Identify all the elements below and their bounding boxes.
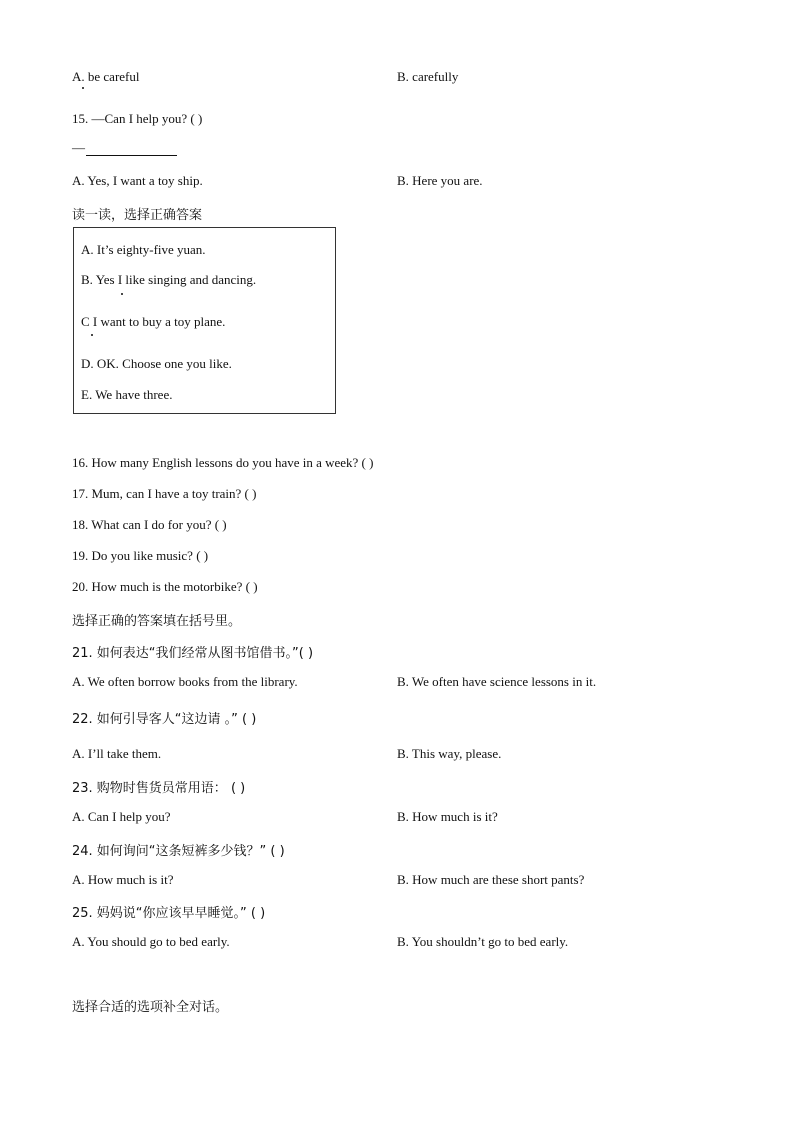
q17-question: 17. Mum, can I have a toy train? ( ): [72, 486, 257, 501]
q24-option-b: B. How much are these short pants?: [397, 872, 585, 887]
q14-option-b: B. carefully: [397, 69, 459, 84]
q22-option-a: A. I’ll take them.: [72, 746, 162, 761]
section-heading-choose: 选择正确的答案填在括号里。: [72, 614, 242, 629]
q25-option-b: B. You shouldn’t go to bed early.: [397, 934, 569, 949]
q23-question: 23. 购物时售货员常用语： ( ): [72, 781, 246, 796]
q14-option-a: A. be careful: [72, 69, 140, 84]
punctuation-dot: [121, 293, 123, 295]
box-option-b: B. Yes I like singing and dancing.: [81, 272, 257, 287]
q25-option-a: A. You should go to bed early.: [72, 934, 230, 949]
box-option-d: D. OK. Choose one you like.: [81, 356, 232, 371]
box-option-c: C I want to buy a toy plane.: [81, 314, 226, 329]
box-option-e: E. We have three.: [81, 387, 173, 402]
box-option-a: A. It’s eighty-five yuan.: [81, 242, 206, 257]
punctuation-dot: [82, 87, 84, 89]
answer-blank-line: [86, 155, 177, 156]
section-heading-dialog: 选择合适的选项补全对话。: [72, 1000, 229, 1015]
q20-question: 20. How much is the motorbike? ( ): [72, 579, 258, 594]
q19-question: 19. Do you like music? ( ): [72, 548, 209, 563]
q22-question: 22. 如何引导客人“这边请 。” ( ): [72, 712, 257, 727]
q21-option-b: B. We often have science lessons in it.: [397, 674, 597, 689]
q24-option-a: A. How much is it?: [72, 872, 174, 887]
section-heading-read: 读一读，选择正确答案: [72, 208, 203, 223]
q21-option-a: A. We often borrow books from the library.: [72, 674, 298, 689]
q21-question: 21. 如何表达“我们经常从图书馆借书。”( ): [72, 646, 314, 661]
punctuation-dot: [91, 334, 93, 336]
q15-question: 15. —Can I help you? ( ): [72, 111, 203, 126]
q23-option-b: B. How much is it?: [397, 809, 498, 824]
q22-option-b: B. This way, please.: [397, 746, 502, 761]
q23-option-a: A. Can I help you?: [72, 809, 171, 824]
q15-dash: —: [72, 140, 85, 155]
q18-question: 18. What can I do for you? ( ): [72, 517, 227, 532]
q15-option-b: B. Here you are.: [397, 173, 483, 188]
answer-options-box: [73, 227, 336, 414]
q25-question: 25. 妈妈说“你应该早早睡觉。” ( ): [72, 906, 266, 921]
q16-question: 16. How many English lessons do you have in a week? ( ): [72, 455, 374, 470]
q24-question: 24. 如何询问“这条短裤多少钱？” ( ): [72, 844, 285, 859]
q15-option-a: A. Yes, I want a toy ship.: [72, 173, 203, 188]
